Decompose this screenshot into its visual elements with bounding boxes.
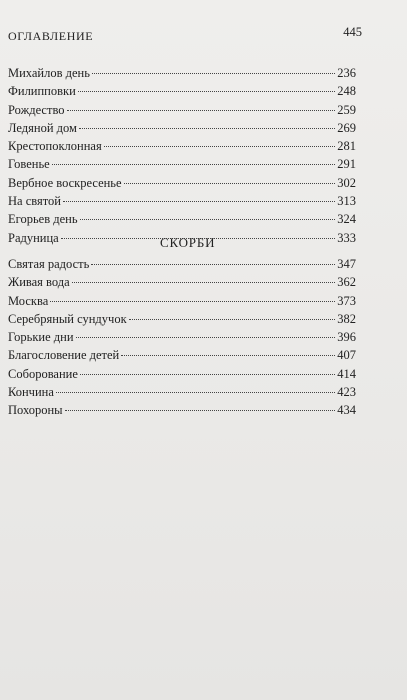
dot-leader: [80, 373, 335, 375]
toc-entry-page: 423: [337, 385, 356, 400]
toc-entry-title: Крестопоклонная: [8, 139, 102, 154]
toc-entry-title: Москва: [8, 293, 49, 308]
toc-entry-page: 382: [337, 311, 356, 326]
toc-entry-page: 324: [337, 212, 356, 227]
toc-entry: [8, 82, 356, 100]
toc-entry: [8, 346, 356, 364]
toc-entry: [8, 365, 356, 383]
toc-entry: [8, 310, 356, 328]
dot-leader: [104, 145, 336, 147]
toc-entry-page: 373: [337, 293, 356, 308]
dot-leader: [91, 263, 335, 265]
toc-entry-page: 291: [337, 157, 356, 172]
toc-entry-page: 407: [337, 348, 356, 363]
toc-entry-title: Живая вода: [8, 275, 70, 290]
toc-entry-title: Филипповки: [8, 84, 76, 99]
toc-entry-page: 414: [337, 366, 356, 381]
toc-entry-title: Ледяной дом: [8, 120, 77, 135]
toc-entry: [8, 137, 356, 155]
toc-entry: [8, 273, 356, 291]
toc-entry-page: 259: [337, 102, 356, 117]
dot-leader: [72, 281, 336, 283]
toc-entry: [8, 174, 356, 192]
section-heading: СКОРБИ: [160, 235, 216, 250]
dot-leader: [129, 318, 336, 320]
toc-entry-title: Егорьев день: [8, 212, 78, 227]
dot-leader: [67, 109, 336, 111]
toc-entry-page: 396: [337, 330, 356, 345]
toc-list-part2: [8, 255, 356, 420]
toc-entry: [8, 210, 356, 228]
toc-entry-title: Говенье: [8, 157, 50, 172]
toc-entry-page: 248: [337, 84, 356, 99]
toc-entry: [8, 401, 356, 419]
toc-entry-title: Вербное воскресенье: [8, 175, 122, 190]
toc-entry-title: На святой: [8, 194, 61, 209]
toc-entry: [8, 383, 356, 401]
toc-entry-page: 347: [337, 257, 356, 271]
toc-entry-title: Благословение детей: [8, 348, 120, 363]
toc-entry: [8, 328, 356, 346]
toc-entry-title: Рождество: [8, 102, 65, 117]
toc-entry-page: 236: [337, 66, 356, 80]
toc-entry-page: 313: [337, 194, 356, 209]
toc-entry: [8, 255, 356, 273]
dot-leader: [52, 163, 336, 165]
dot-leader: [56, 391, 335, 393]
toc-entry: [8, 292, 356, 310]
toc-entry-title: Кончина: [8, 385, 54, 400]
toc-list-part1: [8, 64, 356, 247]
toc-entry-title: Святая радость: [8, 257, 90, 271]
toc-entry-title: Соборование: [8, 366, 78, 381]
toc-entry-title: Серебряный сундучок: [8, 311, 127, 326]
dot-leader: [63, 200, 335, 202]
toc-entry: [8, 64, 356, 82]
toc-entry-page: 434: [337, 403, 356, 418]
dot-leader: [79, 127, 335, 129]
toc-entry-title: Похороны: [8, 403, 63, 418]
dot-leader: [124, 182, 336, 184]
toc-entry-title: Горькие дни: [8, 330, 74, 345]
toc-entry-title: Михайлов день: [8, 66, 90, 80]
toc-entry-page: 281: [337, 139, 356, 154]
toc-entry-page: 302: [337, 175, 356, 190]
dot-leader: [65, 409, 336, 411]
dot-leader: [121, 354, 335, 356]
page-number: 445: [343, 25, 362, 39]
toc-entry-title: Радуница: [8, 230, 59, 245]
toc-entry-page: 269: [337, 120, 356, 135]
dot-leader: [92, 72, 335, 74]
toc-entry-page: 362: [337, 275, 356, 290]
dot-leader: [78, 90, 335, 92]
dot-leader: [50, 300, 335, 302]
running-head: ОГЛАВЛЕНИЕ: [8, 29, 94, 43]
toc-entry: [8, 119, 356, 137]
dot-leader: [76, 336, 336, 338]
toc-entry-page: 333: [337, 230, 356, 245]
toc-entry: [8, 155, 356, 173]
toc-entry: [8, 192, 356, 210]
toc-entry: [8, 101, 356, 119]
dot-leader: [80, 218, 336, 220]
